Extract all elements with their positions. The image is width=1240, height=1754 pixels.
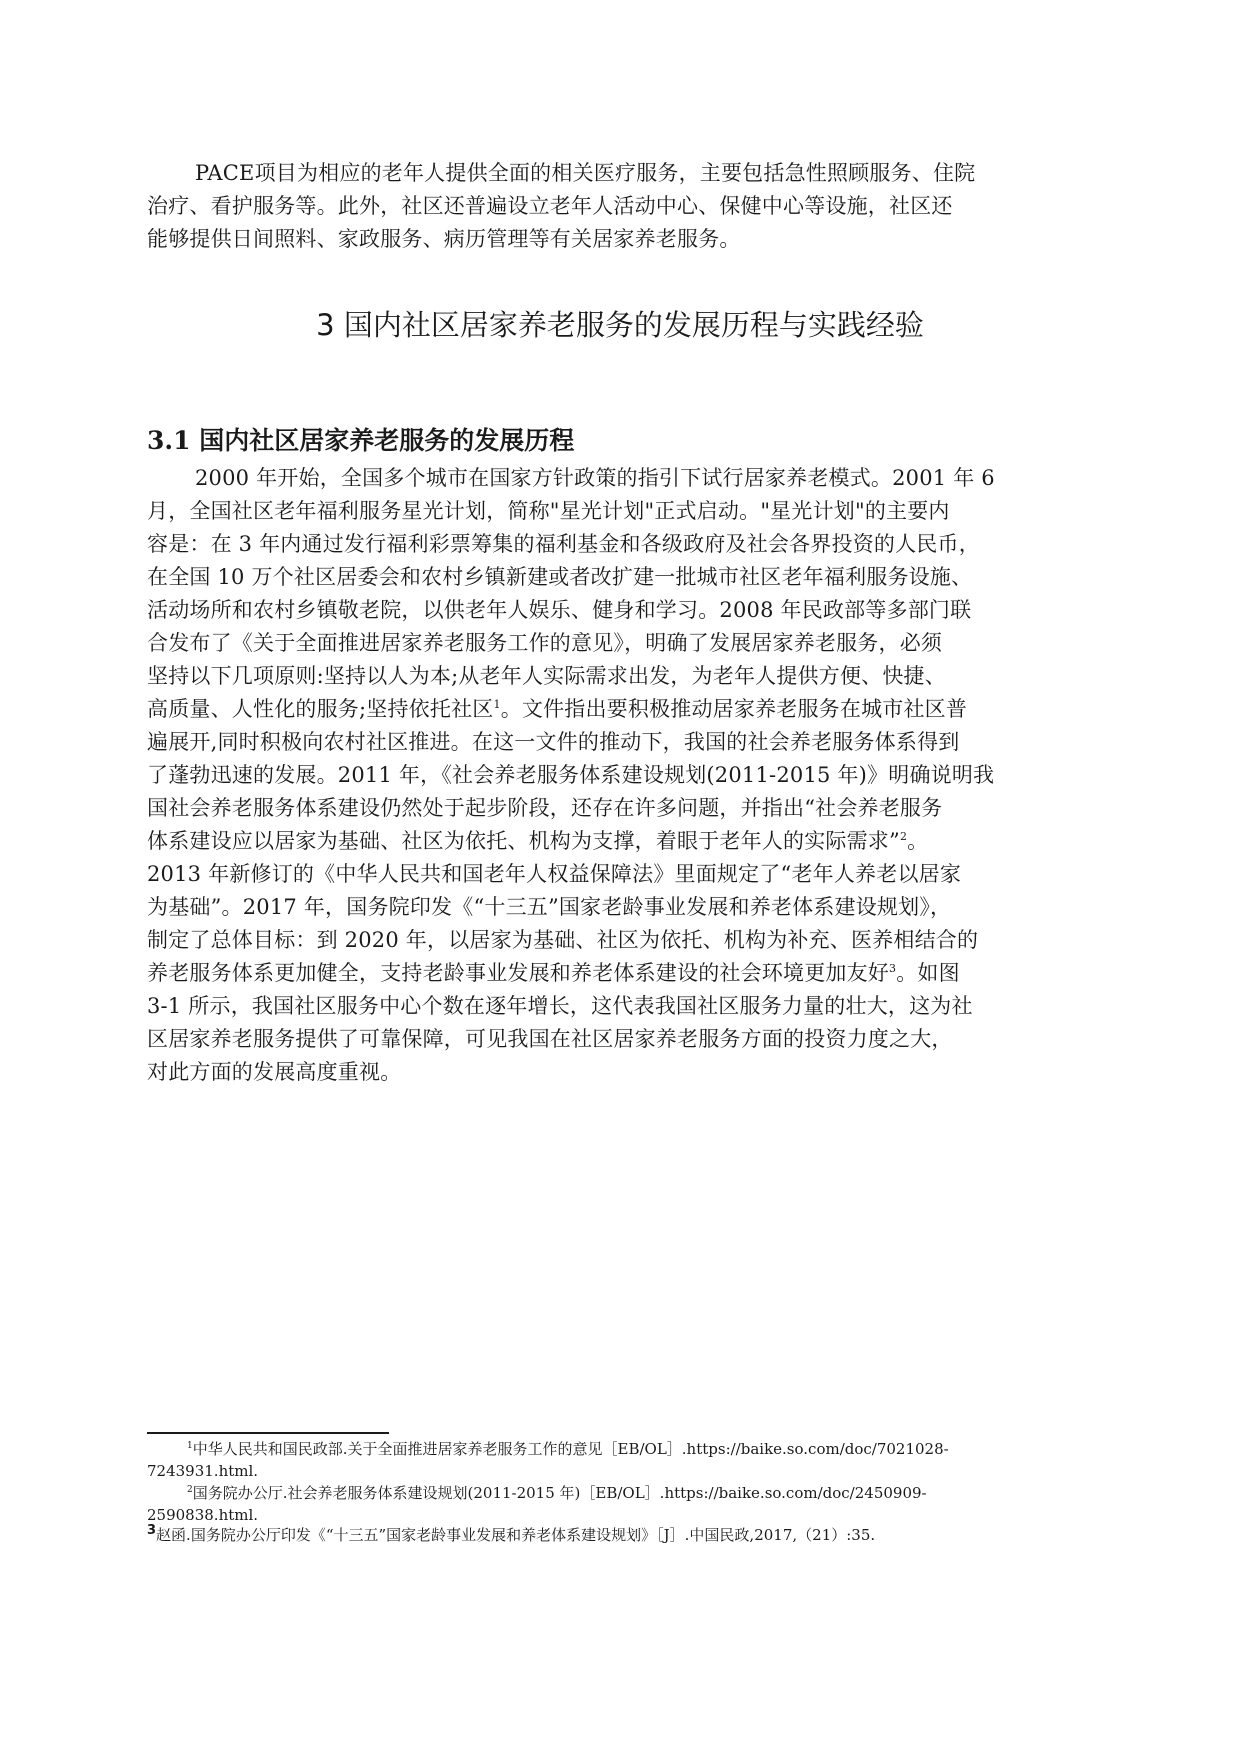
text-line: 区居家养老服务提供了可靠保障，可见我国在社区居家养老服务方面的投资力度之大， (147, 1027, 953, 1051)
footnote-1 (187, 1440, 949, 1458)
text-line: 2000 年开始，全国多个城市在国家方针政策的指引下试行居家养老模式。2001 年 6 (195, 466, 995, 490)
text-line: PACE项目为相应的老年人提供全面的相关医疗服务，主要包括急性照顾服务、住院 (195, 161, 976, 185)
text-line: 3-1 所示，我国社区服务中心个数在逐年增长，这代表我国社区服务力量的壮大，这为社 (147, 994, 973, 1018)
footnote-ref-1[interactable]: 1 (493, 698, 501, 711)
text-span: 。如图 (896, 961, 960, 985)
footnote-text[interactable]: 中华人民共和国民政部.关于全面推进居家养老服务工作的意见［EB/OL］.https://baike.so.com/doc/7021028- (192, 1440, 949, 1458)
footnote-1-continued[interactable]: 7243931.html. (147, 1462, 259, 1480)
footnote-ref-3[interactable]: 3 (889, 962, 897, 975)
text-line: 遍展开,同时积极向农村社区推进。在这一文件的推动下，我国的社会养老服务体系得到 (147, 730, 960, 754)
text-line: 活动场所和农村乡镇敬老院，以供老年人娱乐、健身和学习。2008 年民政部等多部门联 (147, 598, 972, 622)
text-line: 为基础”。2017 年，国务院印发《“十三五”国家老龄事业发展和养老体系建设规划》， (147, 895, 952, 919)
text-line: 在全国 10 万个社区居委会和农村乡镇新建或者改扩建一批城市社区老年福利服务设施、 (147, 565, 973, 589)
text-line: 容是：在 3 年内通过发行福利彩票筹集的福利基金和各级政府及社会各界投资的人民币， (147, 532, 980, 556)
text-span: 高质量、人性化的服务;坚持依托社区 (147, 697, 494, 721)
section-title: 3.1 国内社区居家养老服务的发展历程 (147, 426, 575, 455)
footnote-mark: 2 (187, 1485, 193, 1495)
footnote-2-continued[interactable]: 2590838.html. (147, 1506, 259, 1524)
text-line: 了蓬勃迅速的发展。2011 年，《社会养老服务体系建设规划(2011-2015 年)》明确说明我 (147, 763, 995, 787)
footnote-ref-2[interactable]: 2 (899, 830, 908, 843)
text-line (147, 828, 928, 854)
footnote-text[interactable]: 国务院办公厅.社会养老服务体系建设规划(2011-2015 年)［EB/OL］.https://baike.so.com/doc/2450909- (192, 1484, 927, 1502)
text-span: 养老服务体系更加健全，支持老龄事业发展和养老体系建设的社会环境更加友好 (147, 961, 889, 985)
text-span: 。文件指出要积极推动居家养老服务在城市社区普 (500, 697, 968, 721)
footnote-mark: 3 (147, 1523, 157, 1538)
text-line: 治疗、看护服务等。此外，社区还普遍设立老年人活动中心、保健中心等设施，社区还 (147, 194, 953, 218)
text-line (147, 696, 967, 722)
text-line: 合发布了《关于全面推进居家养老服务工作的意见》，明确了发展居家养老服务，必须 (147, 631, 943, 655)
text-line: 对此方面的发展高度重视。 (147, 1060, 402, 1084)
text-line (147, 960, 960, 986)
text-span: 体系建设应以居家为基础、社区为依托、机构为支撑，着眼于老年人的实际需求” (147, 829, 900, 853)
chapter-title: 3 国内社区居家养老服务的发展历程与实践经验 (316, 308, 924, 342)
footnote-3 (147, 1523, 876, 1544)
footnote-mark: 1 (187, 1441, 193, 1451)
footnote-text: 赵函.国务院办公厅印发《“十三五”国家老龄事业发展和养老体系建设规划》［J］.中国民政,2017,（21）:35. (156, 1526, 876, 1544)
text-line: 能够提供日间照料、家政服务、病历管理等有关居家养老服务。 (147, 227, 741, 251)
text-line: 2013 年新修订的《中华人民共和国老年人权益保障法》里面规定了“老年人养老以居家 (147, 862, 962, 886)
text-line: 坚持以下几项原则:坚持以人为本;从老年人实际需求出发，为老年人提供方便、快捷、 (147, 664, 946, 688)
text-span: 。 (907, 829, 929, 853)
text-line: 国社会养老服务体系建设仍然处于起步阶段，还存在许多问题，并指出“社会养老服务 (147, 796, 943, 820)
text-line: 月，全国社区老年福利服务星光计划，简称"星光计划"正式启动。"星光计划"的主要内 (147, 499, 950, 523)
text-line: 制定了总体目标：到 2020 年，以居家为基础、社区为依托、机构为补充、医养相结合的 (147, 928, 979, 952)
footnote-2 (187, 1484, 927, 1502)
footnote-separator (147, 1432, 389, 1434)
